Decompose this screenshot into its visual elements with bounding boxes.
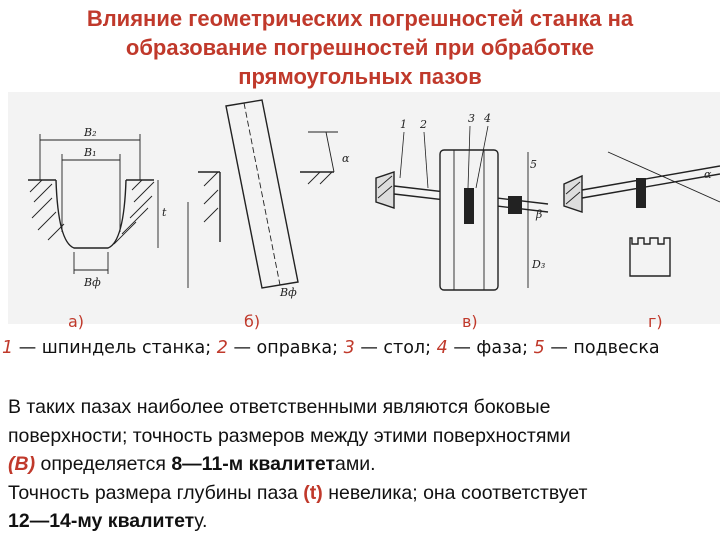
slide-title bbox=[0, 4, 720, 91]
technical-drawing bbox=[8, 92, 720, 324]
label-b1: B₁ bbox=[84, 146, 97, 159]
panel-label-a: а) bbox=[68, 312, 85, 331]
label-b2: B₂ bbox=[84, 126, 97, 139]
legend-text-4: фаза; bbox=[476, 338, 529, 358]
legend-dash-1: — bbox=[18, 338, 37, 358]
label-n4: 4 bbox=[484, 112, 491, 125]
paragraph-1-line-2: поверхности; точность размеров между этими поверхностями bbox=[8, 424, 571, 447]
grade-range-1-tail: ами. bbox=[335, 453, 376, 475]
variable-b: (B) bbox=[8, 453, 36, 475]
label-n1: 1 bbox=[400, 118, 407, 131]
panel-label-g: г) bbox=[648, 312, 663, 331]
legend-text-5: подвеска bbox=[573, 338, 660, 358]
paragraph-2-start: Точность размера глубины паза bbox=[8, 481, 298, 504]
paragraph-1-verb: определяется bbox=[40, 453, 166, 475]
panel-label-v: в) bbox=[462, 312, 478, 331]
panel-g-drawing bbox=[564, 152, 720, 276]
panel-a-drawing bbox=[28, 126, 167, 289]
legend-num-2: 2 bbox=[216, 338, 228, 358]
legend-text-1: шпиндель станка; bbox=[41, 338, 212, 358]
variable-t: (t) bbox=[303, 481, 323, 504]
label-beta: β bbox=[536, 208, 543, 221]
body-text bbox=[8, 393, 720, 536]
paragraph-2-line-1 bbox=[8, 479, 720, 508]
legend-text-3: стол; bbox=[383, 338, 432, 358]
label-n2: 2 bbox=[420, 118, 427, 131]
grade-range-2: 12—14-му квалитет bbox=[8, 510, 195, 532]
legend-dash-3: — bbox=[360, 338, 378, 358]
label-alpha-b: α bbox=[342, 152, 350, 165]
panel-label-b: б) bbox=[244, 312, 261, 331]
legend-dash-4: — bbox=[453, 338, 471, 358]
grade-range-2-tail: у. bbox=[194, 510, 208, 532]
label-bf-a: Bф bbox=[84, 276, 101, 289]
paragraph-2-line-2 bbox=[8, 507, 720, 536]
legend-text-2: оправка; bbox=[256, 338, 339, 358]
label-bf-b: Bф bbox=[280, 286, 297, 299]
title-line-1: Влияние геометрических погрешностей станка на bbox=[86, 6, 634, 31]
label-n5: 5 bbox=[530, 158, 537, 171]
panel-labels bbox=[0, 312, 720, 334]
paragraph-2-middle: невелика; она соответствует bbox=[328, 481, 588, 504]
figure-legend bbox=[2, 338, 720, 358]
legend-dash-2: — bbox=[233, 338, 251, 358]
title-line-2: образование погрешностей при обработке bbox=[125, 35, 595, 60]
panel-b-drawing bbox=[188, 100, 350, 299]
label-alpha-v: α bbox=[704, 168, 712, 181]
legend-num-4: 4 bbox=[436, 338, 448, 358]
label-n3: 3 bbox=[468, 112, 475, 125]
label-d3: D₃ bbox=[532, 258, 546, 271]
paragraph-1-line-1: В таких пазах наиболее ответственными являются боковые bbox=[8, 396, 551, 418]
panel-v-drawing bbox=[376, 112, 548, 290]
paragraph-1-line-3 bbox=[8, 450, 720, 479]
legend-dash-5: — bbox=[550, 338, 568, 358]
label-t: t bbox=[162, 206, 167, 219]
grade-range-1: 8—11-м квалитет bbox=[171, 453, 336, 475]
legend-num-3: 3 bbox=[343, 338, 355, 358]
legend-num-5: 5 bbox=[533, 338, 545, 358]
title-line-3: прямоугольных пазов bbox=[238, 64, 482, 89]
legend-num-1: 1 bbox=[2, 338, 14, 358]
